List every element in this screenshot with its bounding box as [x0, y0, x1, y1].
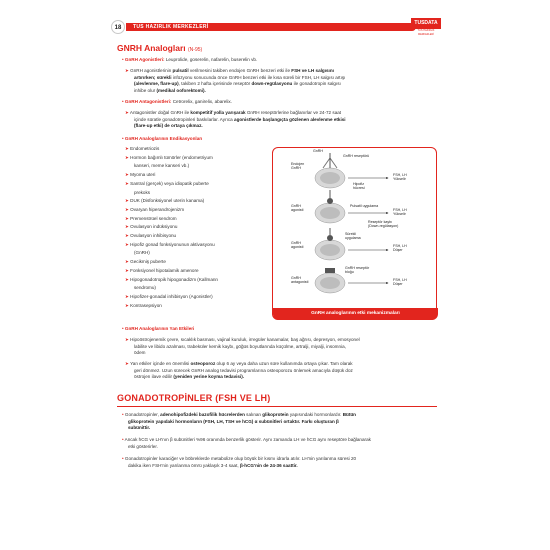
label-output-3: FSH, LH Düşer	[393, 244, 407, 253]
text-run-bold: down-regülasyonu	[251, 81, 293, 86]
page-number: 18	[111, 20, 125, 34]
agonist-paragraph-line2	[134, 75, 438, 81]
section-title-gonadotropins: GONADOTROPİNLER (FSH VE LH)	[117, 393, 271, 403]
section-divider	[117, 406, 437, 407]
logo-subtext: TUS HAZIRLIK MERKEZLERİ	[417, 29, 435, 36]
label-receptor-block: GnRH reseptör bloğu	[345, 266, 370, 275]
label-output-4: FSH, LH Düşer	[393, 278, 407, 287]
text-run-bold: β-hCG'nin de 24-36 saattir.	[239, 462, 298, 468]
publisher-logo	[411, 18, 441, 34]
agonist-paragraph	[125, 68, 437, 74]
text-run-bold: kompetitif yolla yarışarak	[190, 110, 246, 115]
arrow-icon: ➤	[125, 233, 131, 238]
label-agonist-1: GnRH agonisti	[291, 204, 304, 213]
arrow-icon: ➤	[125, 180, 131, 186]
arrow-icon: ➤	[125, 172, 131, 178]
side-effects-p1-line3: ödem	[134, 350, 146, 355]
indication-text: Hipogonadotropik hipogonadizm (Kallmann	[130, 276, 218, 282]
text-run-bold: pulsatil	[172, 68, 189, 73]
agonists-line	[122, 57, 257, 63]
text-run-bold: agonistlerde başlangıçta gözlenen alevlenme etkisi	[234, 116, 346, 122]
side-effects-p1-line1	[125, 337, 437, 343]
text-run: östrojen ilave edilir	[134, 374, 174, 379]
gonado-p2-line2: etki gösterirler.	[128, 443, 158, 449]
indication-item	[125, 233, 270, 239]
arrow-icon: ➤	[125, 154, 131, 160]
gonado-p2-line1	[122, 437, 438, 443]
agonists-heading: GnRH Agonistleri:	[124, 57, 165, 62]
text-run: GnRH agonistlerinin	[130, 68, 173, 73]
text-run-bold: (flare-up etki) de ortaya çıkmaz.	[134, 123, 203, 128]
section-title-text: GNRH Analogları	[117, 43, 186, 53]
bullet-icon: •	[122, 136, 124, 141]
gonado-p3-line2	[128, 463, 438, 469]
text-run-bold: FSH ve LH salgısını	[291, 68, 334, 73]
side-effects-heading-line	[122, 326, 194, 332]
text-run: inhibe olur	[134, 87, 157, 93]
text-run: Hipoöstrojenemik çevre, sıcaklık basması, vajinal kuruluk, irregüler kanamalar, baş ağrısı, depresyon, emosyonel	[130, 337, 360, 342]
arrow-icon: ➤	[125, 276, 131, 282]
arrow-icon: ➤	[125, 198, 131, 204]
indication-text: Hipofizer-gonadal inhibisyon (Agonistler)	[130, 293, 213, 299]
text-run: yapısındaki hormonlardır.	[288, 412, 343, 417]
label-antagonist: GnRH antagonisti	[291, 276, 309, 285]
indication-text: Endometriozis	[130, 146, 160, 151]
agonist-paragraph-line4	[134, 88, 438, 94]
indication-item	[125, 216, 270, 222]
section-title-note: (N-95)	[188, 47, 203, 53]
indication-text: Hipofiz gonad fonksiyonunun aktivasyonu	[130, 241, 215, 247]
label-downregulation: Reseptör kaybı (Down-regülasyon)	[368, 220, 399, 229]
section-title-gnrh	[117, 43, 202, 53]
side-effects-heading: GnRH Analoglarının Yan Etkileri	[124, 326, 195, 331]
figure-caption: GnRH analoglarının etki mekanizmaları	[273, 308, 438, 320]
antagonists-heading: GnRH Antagonistleri:	[124, 99, 172, 104]
indication-text: Ovulasyon inhibisyonu	[130, 233, 177, 238]
label-agonist-2: GnRH agonisti	[291, 241, 304, 250]
antagonist-paragraph-line2	[134, 117, 438, 123]
text-run: içinde süratle gonadotropinleri baskılarlar. Ayrıca	[134, 116, 235, 122]
indication-item	[134, 163, 279, 169]
indication-item	[125, 242, 270, 248]
arrow-icon: ➤	[125, 267, 131, 273]
indication-item	[125, 294, 270, 300]
indication-item	[125, 146, 270, 152]
indication-item	[125, 268, 270, 274]
bullet-icon: •	[122, 456, 124, 461]
antagonists-line	[122, 99, 232, 105]
indication-text: Gecikmiş puberte	[130, 259, 166, 265]
indication-text: Hormon bağımlı tümörler (endometriyum	[130, 154, 213, 160]
arrow-icon: ➤	[125, 302, 131, 308]
indication-text: prekoks	[134, 189, 151, 195]
text-run-bold: (medikal ooforektomi).	[156, 87, 206, 93]
indications-heading: GnRH Analoglarının Endikasyonları	[124, 136, 203, 141]
text-run-bold: (yeniden yerine koyma tedavisi).	[173, 374, 245, 379]
indication-text: Kontrasepsiyon	[130, 302, 162, 308]
indication-text: Ovulasyon indüksiyonu	[130, 224, 178, 230]
label-pulsatile: Pulsatil uygulama	[350, 204, 379, 208]
side-effects-p2-line3	[134, 374, 438, 380]
antagonists-list: Cetrorelix, ganirelix, abarelix.	[171, 99, 232, 104]
text-run: GnRH reseptörlerine bağlanırlar ve 24-72 saat	[245, 110, 342, 115]
text-run: verilmesini takiben endojen GnRH benzeri etki ile	[188, 68, 292, 73]
text-run-bold: glikoprotein	[262, 412, 289, 417]
arrow-icon: ➤	[125, 337, 129, 342]
indication-item	[125, 198, 270, 204]
bullet-icon: •	[122, 326, 124, 331]
label-pituitary: Hipofiz hücresi	[353, 182, 365, 191]
gonado-p1-line1	[122, 412, 438, 418]
label-gnrh: GnRH	[313, 149, 323, 153]
indications-heading-line	[122, 136, 202, 142]
gonado-p1-line3: subünittir.	[128, 425, 151, 430]
bullet-icon: •	[122, 99, 124, 104]
page-header	[111, 20, 440, 34]
logo-text: TUSDATA	[411, 18, 441, 29]
text-run: infüzyonu sonucunda önce GnRH benzeri etki ile kısa süreli bir FSH, LH salgısı artışı	[171, 74, 346, 80]
indication-item	[125, 303, 270, 309]
agonists-list: Leuprolide, goserelin, nafarelin, buserelin vb.	[164, 57, 258, 62]
indication-text: DUK (Disfonksiyonel uterin kanama)	[130, 198, 205, 204]
indication-text: Myoma uteri	[130, 172, 156, 178]
gonado-p1-line2: glikoprotein yapıdaki hormonların (FSH, LH, TSH ve hCG) α subünitleri ortaktır. Farkı oluşturan β	[128, 418, 339, 424]
arrow-icon: ➤	[125, 241, 131, 247]
text-run-bold: Bütün	[342, 412, 356, 417]
antagonist-paragraph-line3	[134, 123, 438, 129]
arrow-icon: ➤	[125, 293, 131, 299]
indication-text: Ovaryan hiperandrojenizm	[130, 206, 185, 212]
indication-text: Premenstrüel sendrom	[130, 215, 177, 221]
indication-item	[134, 250, 279, 256]
bullet-icon: •	[122, 437, 124, 442]
text-run: olup 6 ay veya daha uzun süre kullanımda ortaya çıkar. Tam olarak	[215, 361, 353, 366]
text-run-bold: (alevlenme, flare-up)	[134, 81, 179, 86]
side-effects-p1-line2: labilite ve libido azalması, trabeküler kemik kaybı, göğüs boyutlarında küçülme, artralji, miyalji, insomnia,	[134, 343, 346, 349]
text-run-bold: osteoporoz	[190, 361, 216, 366]
arrow-icon: ➤	[125, 361, 129, 366]
gonado-p3-line1	[122, 456, 438, 462]
side-effects-p2-line2: geri dönmez. Uzun sürecek GnRH analog tedavisi programlarına osteoporozu önlemek amacıyla düşük doz	[134, 367, 353, 373]
indication-item	[125, 259, 270, 265]
bullet-icon: •	[122, 57, 124, 62]
text-run: Antagonistler doğal GnRH ile	[129, 110, 191, 115]
arrow-icon: ➤	[125, 68, 129, 73]
text-run: dakika iken FSH'nin yarılanma ömrü yaklaşık 3-4 saat,	[128, 462, 240, 468]
arrow-icon: ➤	[125, 215, 131, 221]
arrow-icon: ➤	[125, 206, 131, 212]
indication-item	[125, 277, 270, 283]
side-effects-p2-line1	[125, 361, 437, 367]
text-run: Yan etkiler içinde en önemlisi	[130, 361, 191, 366]
indication-item	[125, 207, 270, 213]
indication-item	[125, 155, 270, 161]
text-run: Gonadotropinler karaciğer ve böbreklerde metabolize olup böyük bir kısmı idrarla atılır. LH'nin yarılanma süresi 20	[124, 456, 357, 461]
header-title: TUS HAZIRLIK MERKEZLERİ	[133, 24, 209, 30]
text-run: salınan	[244, 412, 263, 417]
antagonist-paragraph	[125, 110, 437, 116]
bullet-icon: •	[122, 412, 124, 417]
text-run: , takiben 2 hafta içerisinde reseptör	[178, 81, 252, 86]
text-run: Ancak hCG ve LH'nın β subünitleri %96 oranında benzerlik gösterir. Aynı zamanda LH ve hCG aynı reseptöre bağlanarak	[124, 437, 371, 442]
agonist-paragraph-line3	[134, 81, 438, 87]
arrow-icon: ➤	[125, 110, 129, 115]
arrow-icon: ➤	[125, 224, 131, 230]
text-run: Gonadotropinler,	[124, 412, 161, 417]
label-output-2: FSH, LH Yükselir	[393, 208, 407, 217]
indication-text: kanseri, meme kanseri vb.)	[134, 163, 190, 169]
indication-text: Fonksiyonel hipotalamik amenore	[130, 267, 199, 273]
text-run-bold: artırırken; sürekli	[134, 74, 172, 80]
indication-item	[125, 181, 270, 187]
indication-text: (GnRH)	[134, 250, 150, 256]
arrow-icon: ➤	[125, 146, 131, 151]
text-run: ile gonadotropin salgısı	[292, 81, 341, 86]
indication-item	[125, 172, 270, 178]
indication-text: sendromu)	[134, 285, 156, 291]
indication-item	[125, 224, 270, 230]
label-receptor: GnRH reseptörü	[343, 154, 370, 158]
label-output-1: FSH, LH Yükselir	[393, 173, 407, 182]
text-run-bold: adenohipofizdeki bazofilik hücrelerden	[160, 412, 245, 417]
indication-text: Santral (gerçek) veya idiopatik puberte	[130, 180, 209, 186]
indication-item	[134, 190, 279, 196]
arrow-icon: ➤	[125, 259, 131, 265]
indication-item	[134, 285, 279, 291]
label-endojen: Endojen GnRH	[291, 162, 305, 171]
mechanism-figure	[272, 147, 437, 320]
label-continuous: Sürekli uygulama	[345, 232, 361, 241]
